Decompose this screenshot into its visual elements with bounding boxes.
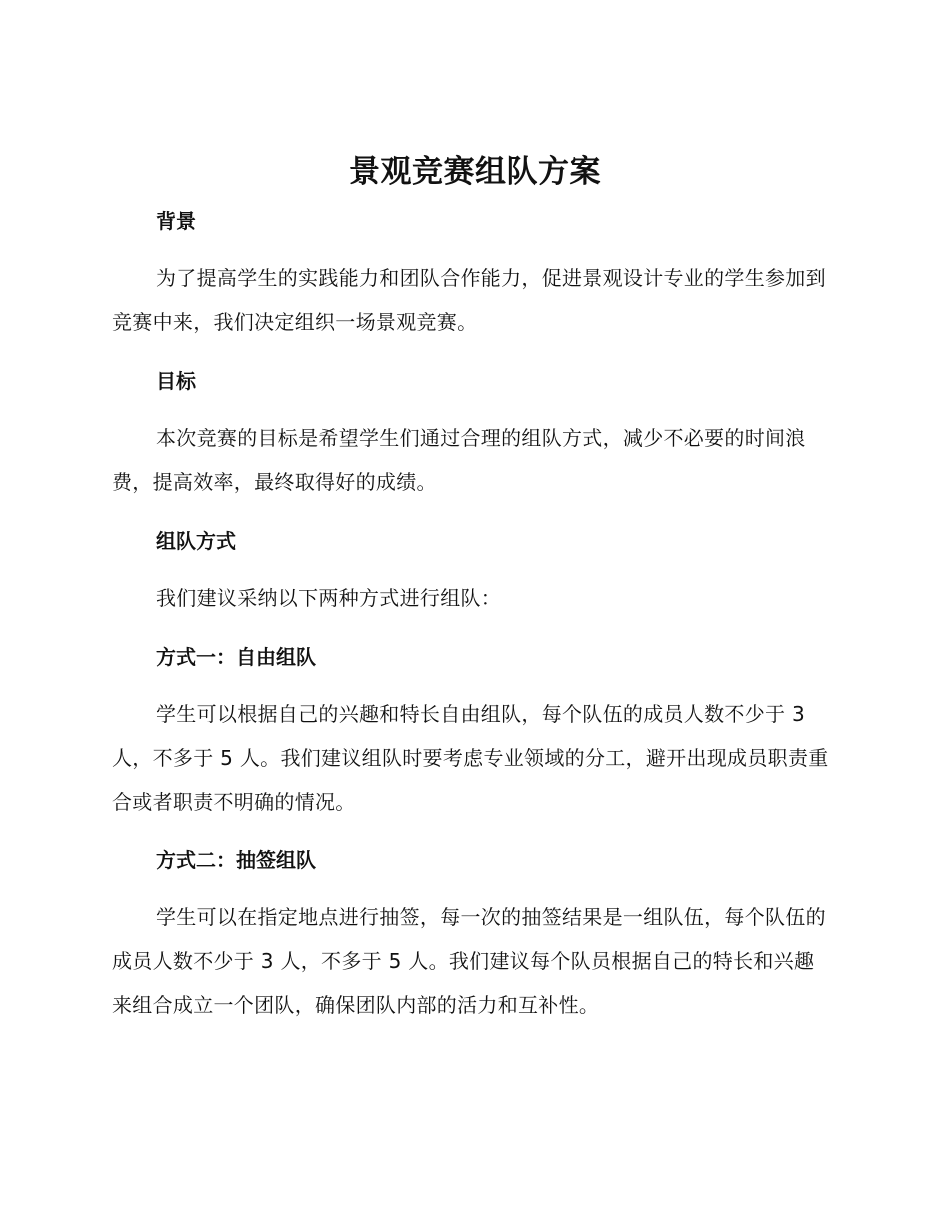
section-paragraph-method-two: 学生可以在指定地点进行抽签，每一次的抽签结果是一组队伍，每个队伍的成员人数不少于 3 人，不多于 5 人。我们建议每个队员根据自己的特长和兴趣来组合成立一个团队，确保团队内部的活力和互补性。 [112,905,826,1017]
section-heading-background: 背景 [156,209,196,233]
section-heading-method-one: 方式一：自由组队 [156,645,316,669]
document-title: 景观竞赛组队方案 [349,154,601,190]
section-paragraph-goal: 本次竞赛的目标是希望学生们通过合理的组队方式，减少不必要的时间浪费，提高效率，最终取得好的成绩。 [112,426,806,494]
section-heading-goal: 目标 [156,369,196,393]
section-paragraph-team-method: 我们建议采纳以下两种方式进行组队： [156,586,502,610]
section-heading-method-two: 方式二：抽签组队 [156,848,316,872]
section-paragraph-background: 为了提高学生的实践能力和团队合作能力，促进景观设计专业的学生参加到竞赛中来，我们决定组织一场景观竞赛。 [112,266,826,334]
section-paragraph-method-one: 学生可以根据自己的兴趣和特长自由组队，每个队伍的成员人数不少于 3 人，不多于 5 人。我们建议组队时要考虑专业领域的分工，避开出现成员职责重合或者职责不明确的情况。 [112,702,829,814]
section-heading-team-method: 组队方式 [156,529,236,553]
